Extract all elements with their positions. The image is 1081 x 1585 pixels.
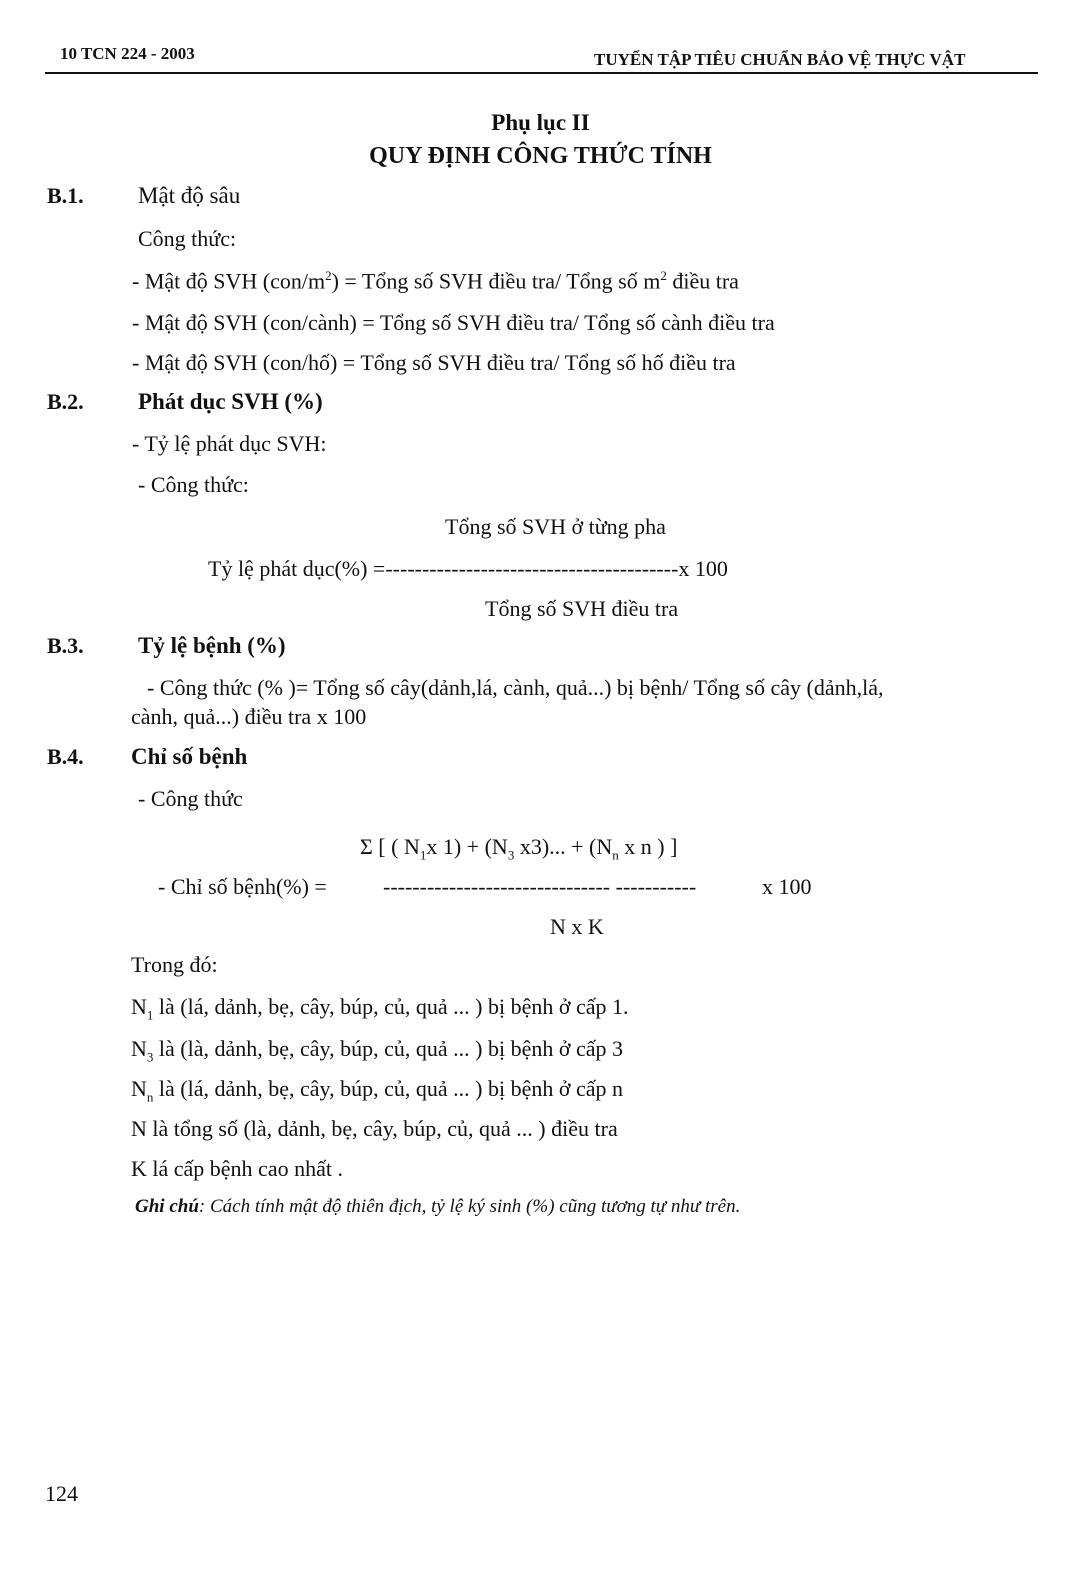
b1-formula-line-2: - Mật độ SVH (con/cành) = Tổng số SVH điều tra/ Tổng số cành điều tra [132,310,775,335]
b4-def-n: N là tổng số (là, dảnh, bẹ, cây, búp, củ, quả ... ) điều tra [131,1116,618,1141]
section-b1-heading: Mật độ sâu [138,183,241,208]
b4-fraction-numerator: Σ [ ( $N_1x$ $1) + (N_3$ x3)... + ($N_n$ x n ) ] [360,834,678,863]
note-text: : Cách tính mật độ thiên địch, tỷ lệ ký sinh (%) cũng tương tự như trên. [198,1196,741,1217]
b2-fraction-line: Tỷ lệ phát dục(%) =----------------------------------------x 100 [208,556,728,581]
appendix-subtitle: QUY ĐỊNH CÔNG THỨC TÍNH [369,143,712,169]
b1-formula-line-3: - Mật độ SVH (con/hố) = Tổng số SVH điều tra/ Tổng số hố điều tra [132,350,736,375]
section-b4-heading: Chỉ số bệnh [131,744,248,769]
b4-fraction-multiplier: x 100 [762,874,812,899]
b4-fraction-dashes: ------------------------------- ----------- [383,874,697,899]
b3-formula-line-1: - Công thức (% )= Tổng số cây(dảnh,lá, cành, quả...) bị bệnh/ Tổng số cây (dảnh,lá, [147,675,884,700]
b4-line-1: - Công thức [138,786,243,811]
note-label: Ghi chú [135,1196,199,1217]
b4-def-nn: $N_n$ là (lá, dảnh, bẹ, cây, búp, củ, quả ... ) bị bệnh ở cấp n [131,1076,623,1105]
section-b2-label: B.2. [47,389,84,414]
section-b2-heading: Phát dục SVH (%) [138,389,323,414]
section-b4-label: B.4. [47,744,84,769]
section-b3-label: B.3. [47,633,84,658]
header-left: 10 TCN 224 - 2003 [60,44,195,63]
section-b3-heading: Tỷ lệ bệnh (%) [138,633,286,658]
b2-line-2: - Công thức: [138,472,249,497]
header-right: TUYỂN TẬP TIÊU CHUẨN BẢO VỆ THỰC VẬT [594,50,966,69]
b2-fraction-denominator: Tổng số SVH điều tra [485,596,679,621]
b2-fraction-numerator: Tổng số SVH ở từng pha [445,514,666,539]
b4-def-k: K lá cấp bệnh cao nhất . [131,1156,343,1181]
note [135,1196,740,1218]
b2-line-1: - Tỷ lệ phát dục SVH: [132,431,327,456]
appendix-title: Phụ lục II [491,110,590,135]
b4-fraction-denominator: N x K [550,914,604,939]
b4-where: Trong đó: [131,952,218,977]
b4-def-n1: $N_1$ là (lá, dảnh, bẹ, cây, búp, củ, quả ... ) bị bệnh ở cấp 1. [131,994,629,1023]
page-number: 124 [45,1481,78,1506]
b3-formula-line-2: cành, quả...) điều tra x 100 [131,704,367,729]
section-b1-label: B.1. [47,183,84,208]
b4-def-n3: $N_3$ là (là, dảnh, bẹ, cây, búp, củ, quả ... ) bị bệnh ở cấp 3 [131,1036,623,1065]
b4-fraction-lhs: - Chỉ số bệnh(%) = [158,874,327,899]
header-rule [45,72,1038,74]
b1-formula-line-1: - Mật độ SVH $(con/m^2)$ = Tổng số SVH điều tra/ Tổng số $m^2$ điều tra [132,268,739,294]
b1-formula-intro: Công thức: [138,226,237,251]
